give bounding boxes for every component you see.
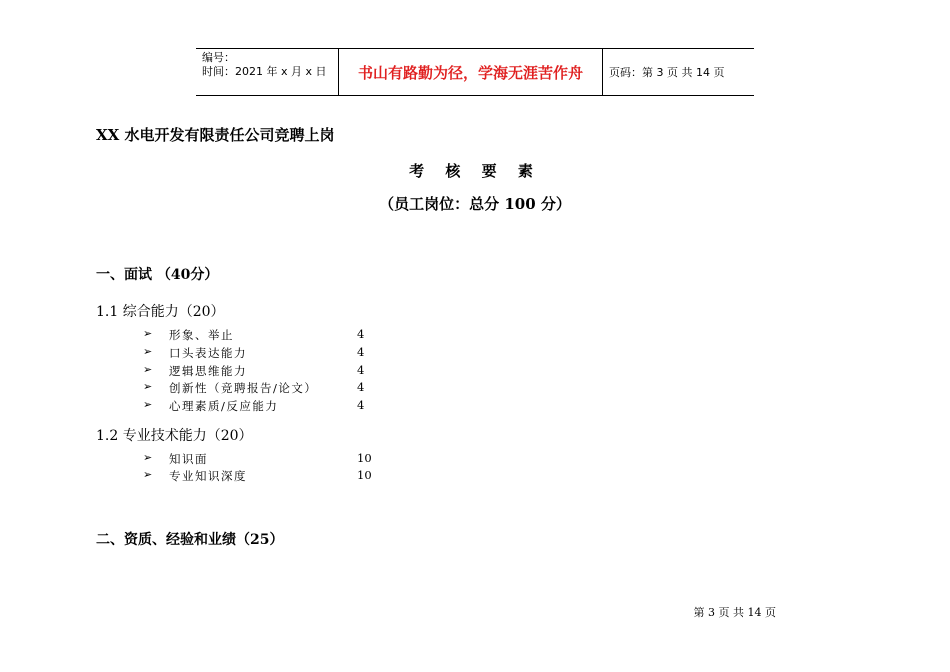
- list-item: [143, 345, 364, 361]
- arrow-bullet-icon: ➢: [143, 468, 153, 481]
- header-page-cell: [603, 49, 754, 95]
- page-footer: 第 3 页 共 14 页: [693, 606, 776, 619]
- item-score: 4: [357, 363, 365, 377]
- arrow-bullet-icon: ➢: [143, 363, 153, 376]
- item-name: 口头表达能力: [169, 346, 247, 360]
- item-score: 4: [357, 380, 365, 394]
- list-item: [143, 327, 364, 343]
- header-meta-cell: [196, 49, 339, 95]
- arrow-bullet-icon: ➢: [143, 398, 153, 411]
- subsection-title-general: 1.1 综合能力（20）: [96, 304, 225, 320]
- item-score: 4: [357, 398, 365, 412]
- section-title-interview: 一、面试 （40分）: [96, 267, 219, 283]
- list-item: [143, 398, 364, 414]
- item-score: 10: [357, 451, 372, 465]
- item-name: 逻辑思维能力: [169, 364, 247, 378]
- item-score: 10: [357, 468, 372, 482]
- page-label: 页码：第 3 页 共 14 页: [609, 66, 725, 79]
- list-item: [143, 363, 364, 379]
- list-item: [143, 468, 372, 484]
- item-score: 4: [357, 345, 365, 359]
- company-title: XX 水电开发有限责任公司竞聘上岗: [96, 126, 335, 144]
- arrow-bullet-icon: ➢: [143, 345, 153, 358]
- arrow-bullet-icon: ➢: [143, 451, 153, 464]
- doc-subtitle: （员工岗位：总分 100 分）: [379, 195, 571, 213]
- list-item: [143, 451, 372, 467]
- list-item: [143, 380, 364, 396]
- motto-text: 书山有路勤为径，学海无涯苦作舟: [357, 63, 583, 82]
- item-name: 创新性（竞聘报告/论文）: [169, 381, 318, 395]
- header-motto-cell: [339, 49, 603, 95]
- item-name: 专业知识深度: [169, 469, 247, 483]
- number-label: 编号：: [202, 51, 235, 64]
- arrow-bullet-icon: ➢: [143, 380, 153, 393]
- item-score: 4: [357, 327, 365, 341]
- item-name: 知识面: [169, 452, 208, 466]
- item-name: 心理素质/反应能力: [169, 399, 279, 413]
- arrow-bullet-icon: ➢: [143, 327, 153, 340]
- subsection-title-technical: 1.2 专业技术能力（20）: [96, 428, 253, 444]
- item-name: 形象、举止: [169, 328, 234, 342]
- section-title-qualifications: 二、资质、经验和业绩（25）: [96, 532, 284, 548]
- time-label: 时间：2021 年 x 月 x 日: [202, 65, 327, 78]
- doc-title: 考 核 要 素: [409, 162, 541, 180]
- page-header-table: [196, 48, 754, 96]
